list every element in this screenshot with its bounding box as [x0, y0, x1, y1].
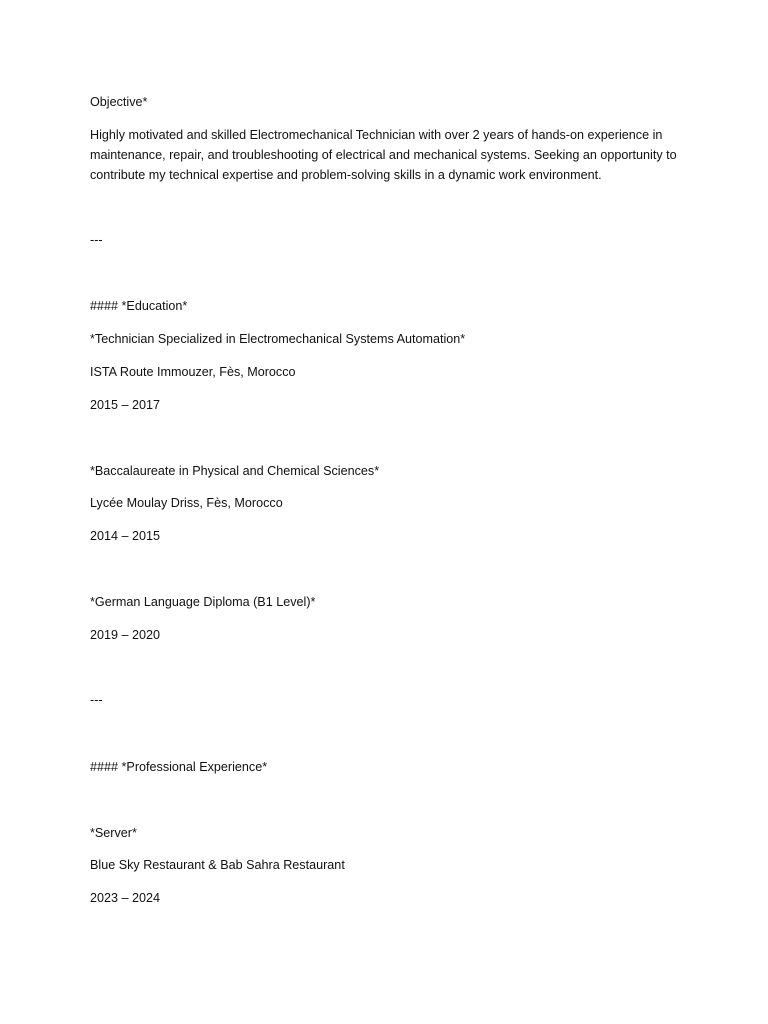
experience-entry-dates: 2023 – 2024: [90, 891, 161, 905]
objective-heading: Objective*: [90, 95, 148, 109]
education-entry-institution: ISTA Route Immouzer, Fès, Morocco: [90, 365, 296, 379]
experience-heading: #### *Professional Experience*: [90, 760, 268, 774]
separator: ---: [90, 693, 103, 707]
separator: ---: [90, 233, 103, 247]
education-entry-dates: 2015 – 2017: [90, 398, 161, 412]
education-entry-title: *Technician Specialized in Electromechanical Systems Automation*: [90, 332, 466, 346]
education-entry-title: *German Language Diploma (B1 Level)*: [90, 595, 316, 609]
education-entry-dates: 2019 – 2020: [90, 628, 161, 642]
experience-entry-employer: Blue Sky Restaurant & Bab Sahra Restaurant: [90, 858, 345, 872]
education-entry-dates: 2014 – 2015: [90, 529, 161, 543]
education-entry-institution: Lycée Moulay Driss, Fès, Morocco: [90, 496, 283, 510]
education-entry-title: *Baccalaureate in Physical and Chemical Sciences*: [90, 464, 380, 478]
education-heading: #### *Education*: [90, 299, 188, 313]
experience-entry-title: *Server*: [90, 826, 137, 840]
objective-text: Highly motivated and skilled Electromechanical Technician with over 2 years of hands-on experience in maintenance, repair, and troubleshooting of electrical and mechanical systems. Seeking an opportunity to contribute my technical expertise and problem-solving skills in a dynamic work environment.: [90, 128, 677, 182]
